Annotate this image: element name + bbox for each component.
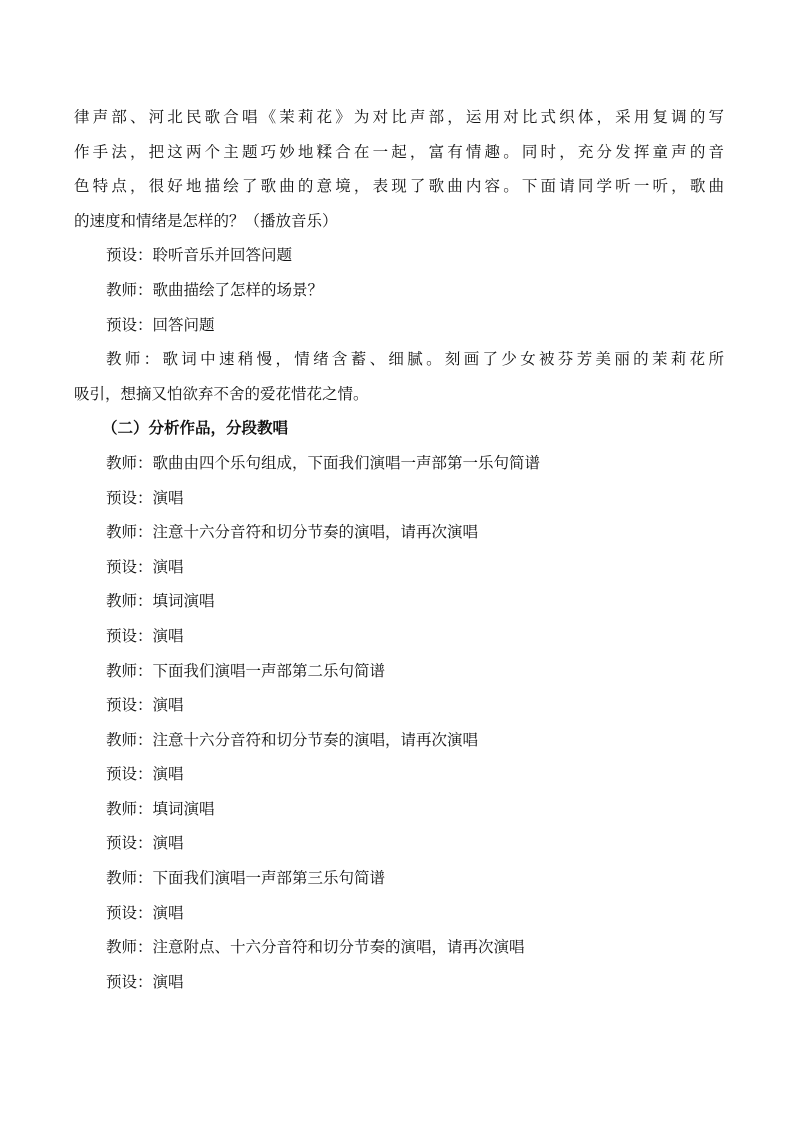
paragraph-line: 色特点，很好地描绘了歌曲的意境，表现了歌曲内容。下面请同学听一听，歌曲 [74, 177, 724, 196]
dialogue-line: 预设：演唱 [106, 765, 184, 784]
dialogue-line: 预设：演唱 [106, 696, 184, 715]
teacher-paragraph-line: 教师：歌词中速稍慢，情绪含蓄、细腻。刻画了少女被芬芳美丽的茉莉花所 [106, 350, 724, 369]
dialogue-line: 教师：注意十六分音符和切分节奏的演唱，请再次演唱 [106, 523, 479, 542]
paragraph-line: 作手法，把这两个主题巧妙地糅合在一起，富有情趣。同时，充分发挥童声的音 [74, 142, 724, 161]
dialogue-line: 教师：填词演唱 [106, 799, 215, 818]
dialogue-line: 教师：歌曲由四个乐句组成，下面我们演唱一声部第一乐句简谱 [106, 453, 541, 472]
dialogue-line: 教师：下面我们演唱一声部第三乐句简谱 [106, 869, 386, 888]
dialogue-line: 预设：回答问题 [106, 315, 215, 334]
dialogue-line: 预设：演唱 [106, 626, 184, 645]
dialogue-line: 教师：注意附点、十六分音符和切分节奏的演唱，请再次演唱 [106, 938, 525, 957]
dialogue-line: 预设：演唱 [106, 488, 184, 507]
paragraph-line: 的速度和情绪是怎样的？（播放音乐） [74, 211, 338, 230]
dialogue-line: 预设：演唱 [106, 972, 184, 991]
section-heading: （二）分析作品，分段教唱 [102, 418, 289, 438]
dialogue-line: 预设：演唱 [106, 903, 184, 922]
dialogue-line: 预设：演唱 [106, 834, 184, 853]
dialogue-line: 教师：下面我们演唱一声部第二乐句简谱 [106, 661, 386, 680]
dialogue-line: 预设：聆听音乐并回答问题 [106, 246, 293, 265]
paragraph-line: 律声部、河北民歌合唱《茉莉花》为对比声部，运用对比式织体，采用复调的写 [74, 108, 724, 126]
dialogue-line: 教师：注意十六分音符和切分节奏的演唱，请再次演唱 [106, 730, 479, 749]
dialogue-line: 教师：填词演唱 [106, 592, 215, 611]
dialogue-line: 教师：歌曲描绘了怎样的场景？ [106, 280, 324, 299]
teacher-paragraph-line: 吸引，想摘又怕欲弃不舍的爱花惜花之情。 [74, 384, 369, 403]
dialogue-line: 预设：演唱 [106, 557, 184, 576]
document-body [74, 100, 724, 999]
